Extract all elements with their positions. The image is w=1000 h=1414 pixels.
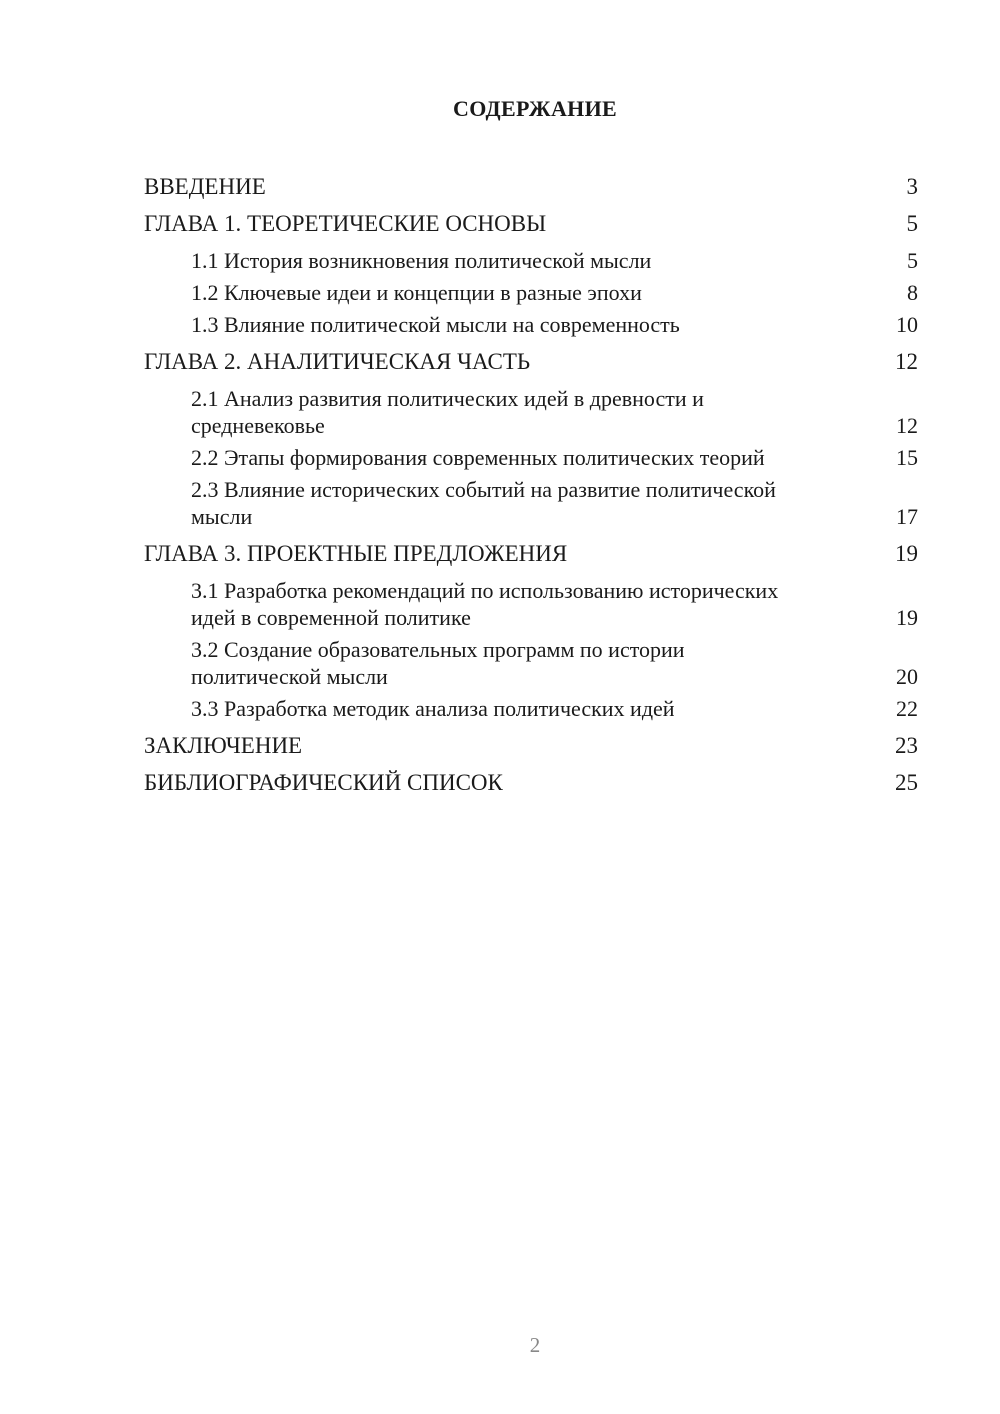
- toc-entry-page: 19: [896, 605, 918, 630]
- toc-entry-page: 15: [896, 445, 918, 470]
- page-title: СОДЕРЖАНИЕ: [453, 96, 617, 121]
- toc-entry-page: 17: [896, 504, 918, 529]
- toc-entry-page: 10: [896, 312, 918, 337]
- toc-entry-bibliography[interactable]: [144, 764, 918, 801]
- toc-entry-page: 23: [895, 733, 918, 758]
- toc-entry-section-1-3[interactable]: [144, 311, 918, 338]
- toc-entry-chapter-3[interactable]: [144, 535, 918, 572]
- toc-entry-label: 2.3 Влияние исторических событий на развитие политической мысли: [191, 477, 776, 529]
- toc-entry-label: 1.3 Влияние политической мысли на современность: [191, 312, 680, 337]
- toc-entry-page: 12: [896, 413, 918, 438]
- toc-entry-section-3-3[interactable]: [144, 695, 918, 722]
- toc-entry-page: 3: [906, 174, 918, 199]
- toc-entry-page: 8: [907, 280, 918, 305]
- toc-entry-label: ГЛАВА 2. АНАЛИТИЧЕСКАЯ ЧАСТЬ: [144, 349, 531, 374]
- toc-entry-page: 19: [895, 541, 918, 566]
- toc-entry-section-1-1[interactable]: [144, 247, 918, 274]
- toc-entry-section-3-2[interactable]: [144, 636, 918, 690]
- toc-entry-label: 3.1 Разработка рекомендаций по использованию исторических идей в современной политике: [191, 578, 779, 630]
- toc-entry-label: 3.3 Разработка методик анализа политических идей: [191, 696, 675, 721]
- toc-entry-label: 3.2 Создание образовательных программ по истории политической мысли: [191, 637, 685, 689]
- toc-entry-label: 1.2 Ключевые идеи и концепции в разные эпохи: [191, 280, 642, 305]
- toc-entry-page: 22: [896, 696, 918, 721]
- page-number: 2: [529, 1333, 541, 1357]
- toc-entry-section-2-2[interactable]: [144, 444, 918, 471]
- toc-entry-label: ГЛАВА 1. ТЕОРЕТИЧЕСКИЕ ОСНОВЫ: [144, 211, 547, 236]
- toc-entry-page: 5: [906, 211, 918, 236]
- toc-entry-section-3-1[interactable]: [144, 577, 918, 631]
- toc-entry-label: БИБЛИОГРАФИЧЕСКИЙ СПИСОК: [144, 770, 503, 795]
- toc-entry-introduction[interactable]: [144, 168, 918, 205]
- toc-entry-page: 12: [895, 349, 918, 374]
- toc-entry-section-2-3[interactable]: [144, 476, 918, 530]
- toc-entry-label: 2.2 Этапы формирования современных политических теорий: [191, 445, 765, 470]
- toc-entry-page: 5: [907, 248, 918, 273]
- toc-entry-section-1-2[interactable]: [144, 279, 918, 306]
- table-of-contents: [144, 168, 918, 801]
- toc-entry-label: ЗАКЛЮЧЕНИЕ: [144, 733, 303, 758]
- toc-entry-conclusion[interactable]: [144, 727, 918, 764]
- toc-entry-label: 1.1 История возникновения политической мысли: [191, 248, 652, 273]
- toc-entry-chapter-2[interactable]: [144, 343, 918, 380]
- toc-entry-label: 2.1 Анализ развития политических идей в древности и средневековье: [191, 386, 704, 438]
- toc-entry-label: ГЛАВА 3. ПРОЕКТНЫЕ ПРЕДЛОЖЕНИЯ: [144, 541, 568, 566]
- toc-entry-chapter-1[interactable]: [144, 205, 918, 242]
- toc-entry-section-2-1[interactable]: [144, 385, 918, 439]
- toc-entry-page: 20: [896, 664, 918, 689]
- toc-entry-label: ВВЕДЕНИЕ: [144, 174, 266, 199]
- toc-entry-page: 25: [895, 770, 918, 795]
